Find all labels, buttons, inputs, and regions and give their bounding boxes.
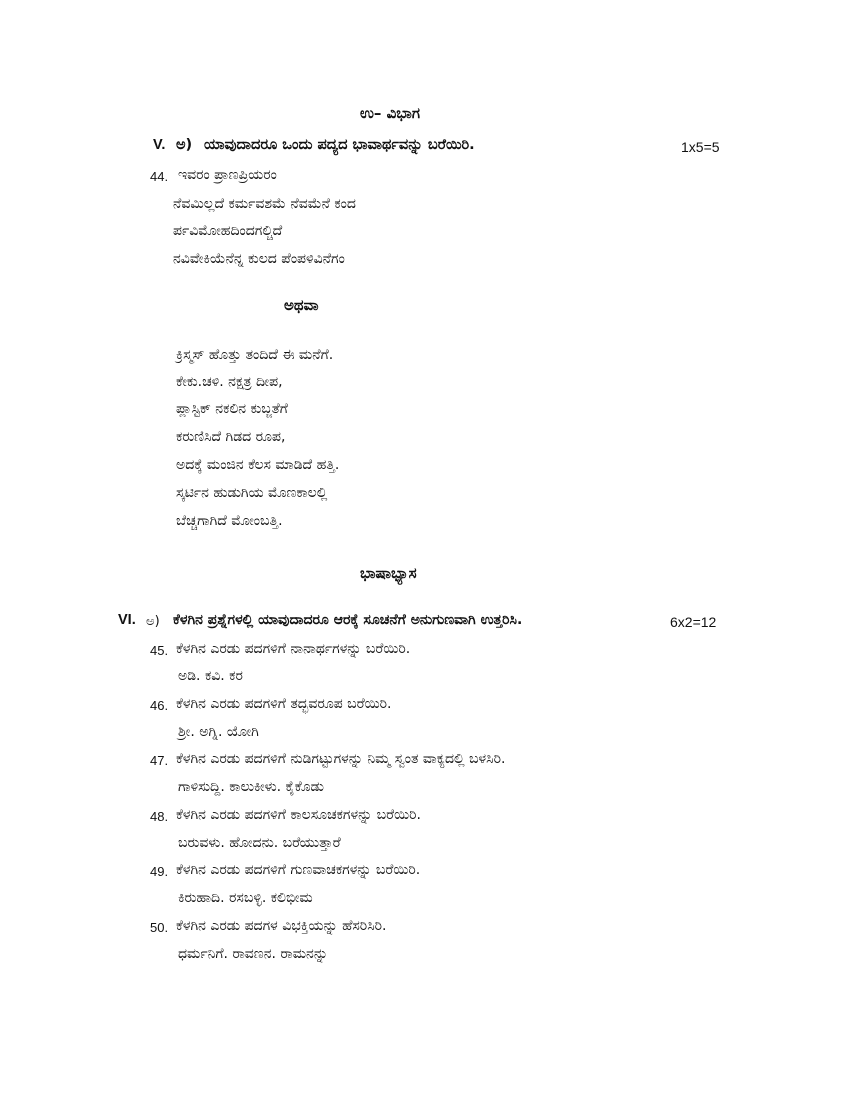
poem2-line: ಕರುಣಿಸಿದೆ ಗಿಡದ ರೂಪ,: [176, 429, 286, 445]
question-answer-words: ಅಡಿ. ಕವಿ. ಕರ: [178, 668, 243, 684]
question-text: ಕೆಳಗಿನ ಎರಡು ಪದಗಳ ವಿಭಕ್ತಿಯನ್ನು ಹೆಸರಿಸಿರಿ.: [176, 918, 387, 934]
question-number: 46.: [150, 698, 169, 713]
q5-marks: 1x5=5: [681, 139, 720, 155]
question-answer-words: ಶ್ರೀ. ಅಗ್ನಿ. ಯೋಗಿ: [178, 724, 259, 740]
q6-sub: ಅ): [146, 614, 160, 629]
q6-instruction: ಕೆಳಗಿನ ಪ್ರಶ್ನೆಗಳಲ್ಲಿ ಯಾವುದಾದರೂ ಆರಕ್ಕೆ ಸೂಚನೆಗೆ ಅನುಗುಣವಾಗಿ ಉತ್ತರಿಸಿ.: [173, 612, 523, 628]
question-number: 49.: [150, 864, 169, 879]
poem1-line: ರ್ಪವಿಮೋಹದಿಂದಗಲ್ಚಿದೆ: [173, 223, 283, 239]
question-number: 45.: [150, 643, 169, 658]
q5-sub: ಅ): [176, 137, 193, 153]
q6-marks: 6x2=12: [670, 614, 717, 630]
question-text: ಕೆಳಗಿನ ಎರಡು ಪದಗಳಿಗೆ ಗುಣವಾಚಕಗಳನ್ನು ಬರೆಯಿರಿ.: [176, 862, 421, 878]
question-answer-words: ಗಾಳಿಸುದ್ದಿ. ಕಾಲುಕೀಳು. ಕೈಕೊಡು: [178, 779, 324, 795]
poem1-line: ನೆವಮಿಲ್ಲದೆ ಕರ್ಮವಶಮೆ ನೆವಮೆನೆ ಕಂದ: [173, 196, 356, 212]
question-number: 47.: [150, 753, 169, 768]
question-answer-words: ಕಿರುಹಾದಿ. ರಸಬಳ್ಳಿ. ಕಲಿಭೀಮ: [178, 890, 313, 906]
poem2-line: ಸ್ಕರ್ಟಿನ ಹುಡುಗಿಯ ಮೊಣಕಾಲಲ್ಲಿ: [176, 485, 328, 501]
question-text: ಕೆಳಗಿನ ಎರಡು ಪದಗಳಿಗೆ ನಾನಾರ್ಥಗಳನ್ನು ಬರೆಯಿರಿ.: [176, 641, 411, 657]
q5-roman: V.: [153, 137, 166, 153]
poem1-line: ನವಿವೇಕಿಯೆನೆನ್ನ ಕುಲದ ಪೆಂಪಳಿವಿನೆಗಂ: [173, 251, 345, 267]
question-number: 50.: [150, 920, 169, 935]
poem1-line: ಇವರಂ ಪ್ರಾಣಪ್ರಿಯರಂ: [178, 167, 277, 183]
question-number: 48.: [150, 809, 169, 824]
q6-roman: VI.: [118, 612, 136, 628]
question-text: ಕೆಳಗಿನ ಎರಡು ಪದಗಳಿಗೆ ತದ್ಭವರೂಪ ಬರೆಯಿರಿ.: [176, 696, 392, 712]
section-title: ಉ– ವಿಭಾಗ: [360, 104, 420, 122]
q5-instruction: ಯಾವುದಾದರೂ ಒಂದು ಪದ್ಯದ ಭಾವಾರ್ಥವನ್ನು ಬರೆಯಿರಿ.: [204, 137, 475, 153]
q44-number: 44.: [150, 169, 169, 184]
question-answer-words: ಧರ್ಮನಿಗೆ. ರಾವಣನ. ರಾಮನನ್ನು: [178, 946, 328, 962]
or-label: ಅಥವಾ: [284, 296, 319, 314]
poem2-line: ಬೆಚ್ಚಗಾಗಿದೆ ಮೋಂಬತ್ತಿ.: [176, 513, 283, 529]
grammar-title: ಭಾಷಾಭ್ಯಾಸ: [360, 564, 417, 582]
poem2-line: ಅದಕ್ಕೆ ಮಂಜಿನ ಕೆಲಸ ಮಾಡಿದೆ ಹತ್ತಿ.: [176, 457, 340, 473]
question-text: ಕೆಳಗಿನ ಎರಡು ಪದಗಳಿಗೆ ಕಾಲಸೂಚಕಗಳನ್ನು ಬರೆಯಿರಿ.: [176, 807, 421, 823]
poem2-line: ಕ್ರಿಸ್ಮಸ್ ಹೊತ್ತು ತಂದಿದೆ ಈ ಮನೆಗೆ.: [176, 347, 334, 363]
poem2-line: ಪ್ಲಾಸ್ಟಿಕ್ ನಕಲಿನ ಕುಬ್ಜತೆಗೆ: [176, 401, 288, 417]
question-answer-words: ಬರುವಳು. ಹೋದನು. ಬರೆಯುತ್ತಾರೆ: [178, 835, 341, 851]
poem2-line: ಕೇಕು.ಚಳಿ. ನಕ್ಷತ್ರ ದೀಪ,: [176, 374, 283, 390]
question-text: ಕೆಳಗಿನ ಎರಡು ಪದಗಳಿಗೆ ನುಡಿಗಟ್ಟುಗಳನ್ನು ನಿಮ್ಮ ಸ್ವಂತ ವಾಕ್ಯದಲ್ಲಿ ಬಳಸಿರಿ.: [176, 751, 506, 767]
